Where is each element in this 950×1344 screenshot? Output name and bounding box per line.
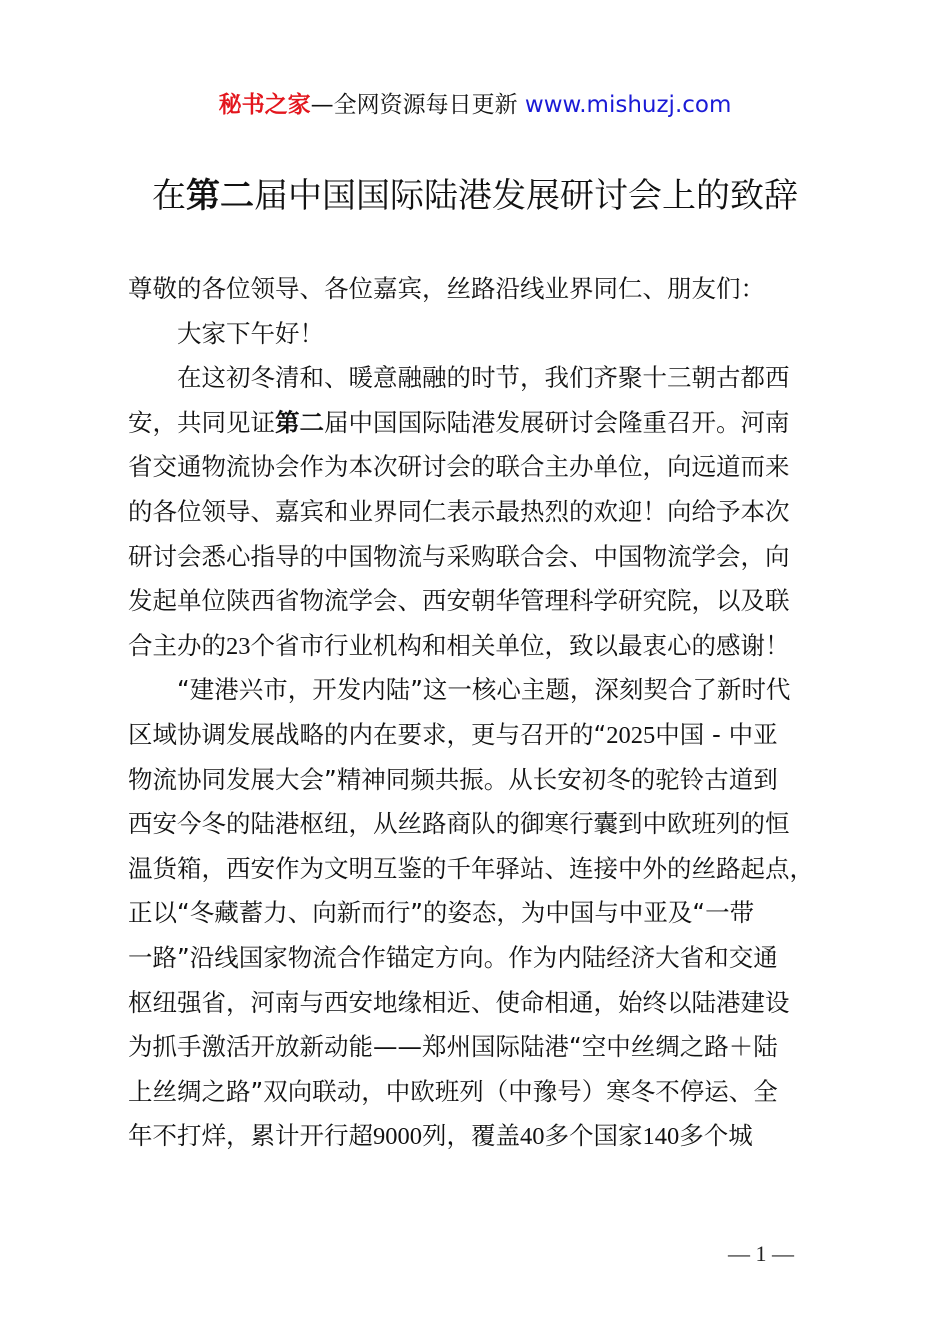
body-text-segment: 个省市行业机构和相关单位，致以最衷心的感谢！ bbox=[250, 630, 790, 660]
body-text-segment: 多个城 bbox=[679, 1121, 753, 1151]
body-line bbox=[128, 624, 848, 669]
body-text-segment: 区域协调发展战略的内在要求，更与召开的“ bbox=[128, 719, 607, 749]
body-line bbox=[128, 1114, 848, 1159]
body-line: 发起单位陕西省物流学会、西安朝华管理科学研究院，以及联 bbox=[128, 586, 790, 616]
body-line: 的各位领导、嘉宾和业界同仁表示最热烈的欢迎！向给予本次 bbox=[128, 496, 790, 526]
body-line: 为抓手激活开放新动能——郑州国际陆港“空中丝绸之路＋陆 bbox=[128, 1032, 778, 1062]
body-text-segment: 合主办的 bbox=[128, 630, 226, 660]
page-number: — 1 — bbox=[728, 1241, 794, 1266]
body-text-segment: 列，覆盖 bbox=[422, 1121, 520, 1151]
body-line: 省交通物流协会作为本次研讨会的联合主办单位，向远道而来 bbox=[128, 452, 790, 482]
title-prefix: 在 bbox=[152, 176, 186, 216]
body-line: 物流协同发展大会”精神同频共振。从长安初冬的驼铃古道到 bbox=[128, 764, 778, 794]
body-line: 正以“冬藏蓄力、向新而行”的姿态，为中国与中亚及“一带 bbox=[128, 898, 755, 928]
greeting-line: 大家下午好！ bbox=[177, 318, 324, 348]
body-number: 40 bbox=[520, 1123, 545, 1151]
site-header bbox=[0, 88, 950, 122]
body-number: 23 bbox=[226, 632, 251, 660]
site-url-link[interactable]: www.mishuzj.com bbox=[524, 92, 732, 118]
body-number: 2025 bbox=[606, 721, 656, 749]
site-brand: 秘书之家 bbox=[218, 92, 311, 118]
document-body bbox=[128, 267, 848, 1159]
body-emphasis: 第二 bbox=[275, 407, 324, 437]
body-line bbox=[128, 401, 848, 446]
body-line: 研讨会悉心指导的中国物流与采购联合会、中国物流学会，向 bbox=[128, 541, 790, 571]
body-text-segment: 年不打烊，累计开行超 bbox=[128, 1121, 373, 1151]
body-text-segment: 届中国国际陆港发展研讨会隆重召开。河南 bbox=[324, 407, 790, 437]
body-text-segment: 多个国家 bbox=[544, 1121, 643, 1151]
body-line: 西安今冬的陆港枢纽，从丝路商队的御寒行囊到中欧班列的恒 bbox=[128, 809, 790, 839]
body-line: 温货箱，西安作为文明互鉴的千年驿站、连接中外的丝路起点， bbox=[128, 853, 814, 883]
title-emphasis: 第二 bbox=[186, 176, 254, 216]
body-line: 在这初冬清和、暖意融融的时节，我们齐聚十三朝古都西 bbox=[177, 363, 790, 393]
body-line bbox=[128, 713, 848, 758]
title-rest: 届中国国际陆港发展研讨会上的致辞 bbox=[254, 176, 798, 216]
body-line: 一路”沿线国家物流合作锚定方向。作为内陆经济大省和交通 bbox=[128, 942, 778, 972]
body-line: 上丝绸之路”双向联动，中欧班列（中豫号）寒冬不停运、全 bbox=[128, 1076, 778, 1106]
document-title bbox=[0, 170, 950, 222]
site-tagline: —全网资源每日更新 bbox=[310, 92, 518, 118]
body-line: 枢纽强省，河南与西安地缘相近、使命相通，始终以陆港建设 bbox=[128, 987, 790, 1017]
salutation-line: 尊敬的各位领导、各位嘉宾，丝路沿线业界同仁、朋友们： bbox=[128, 274, 765, 303]
body-text-segment: 安，共同见证 bbox=[128, 407, 275, 437]
body-line: “建港兴市，开发内陆”这一核心主题，深刻契合了新时代 bbox=[177, 675, 791, 705]
body-text-segment: 中国 - 中亚 bbox=[655, 719, 778, 749]
body-number: 9000 bbox=[373, 1123, 422, 1151]
body-number: 140 bbox=[642, 1123, 680, 1151]
